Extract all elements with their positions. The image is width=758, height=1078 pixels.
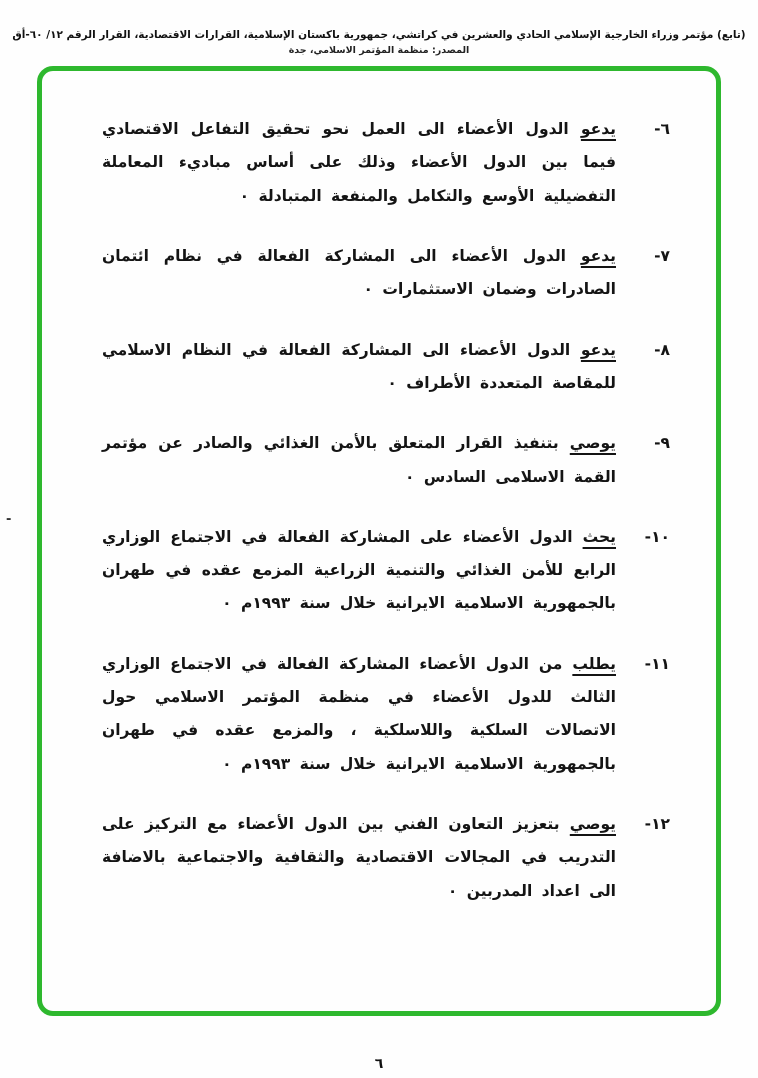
resolution-item-11 [102,648,670,781]
item-text [102,113,616,213]
item-body-text: الدول الأعضاء الى المشاركة الفعالة في النظام الاسلامي للمقاصة المتعددة الأطراف ٠ [102,340,616,392]
item-lead-word: يدعو [580,340,616,359]
resolution-item-6 [102,113,670,213]
item-text [102,521,616,621]
margin-mark: - [6,512,12,527]
resolution-item-9 [102,427,670,494]
item-text [102,427,616,494]
item-lead-word: يدعو [580,246,616,265]
item-text [102,240,616,307]
item-lead-word: يوصي [569,434,616,453]
item-body-text: الدول الأعضاء الى المشاركة الفعالة في نظام ائتمان الصادرات وضمان الاستثمارات ٠ [102,246,616,299]
resolution-item-7 [102,240,670,307]
item-lead-word: يحث [582,527,616,546]
resolution-item-12 [102,808,670,908]
document-header [0,0,758,58]
header-citation: (تابع) مؤتمر وزراء الخارجية الإسلامي الحادي والعشرين في كراتشي، جمهورية باكستان الإسلامية، القرارات الاقتصادية، القرار الرقم ١٢/ ٦٠-أق [12,29,746,41]
resolution-item-8 [102,334,670,401]
page-number: ٦ [374,1056,384,1072]
item-lead-word: يدعو [580,120,616,138]
item-number: ١١- [644,654,670,673]
green-frame [37,66,721,1016]
item-text [102,808,616,908]
item-number: ٧- [654,246,670,265]
item-number: ١٢- [644,815,670,833]
item-number: ٨- [654,340,670,359]
item-number: ٩- [654,434,670,453]
item-text [102,648,616,781]
item-body-text: بتنفيذ القرار المتعلق بالأمن الغذائي والصادر عن مؤتمر القمة الاسلامى السادس ٠ [102,434,616,486]
item-number: ٦- [654,120,670,138]
item-body-text: الدول الأعضاء على المشاركة الفعالة في الاجتماع الوزاري الرابع للأمن الغذائي والتنمية الزراعية المزمع عقده في طهران بالجمهورية الاسلامية الايرانية خلال سنة ١٩٩٣م ٠ [102,527,616,613]
resolution-item-10 [102,521,670,621]
item-lead-word: يوصي [569,815,616,833]
item-lead-word: يطلب [572,654,616,673]
item-body-text: الدول الأعضاء الى العمل نحو تحقيق التفاعل الاقتصادي فيما بين الدول الأعضاء وذلك على أساس مباديء المعاملة التفضيلية الأوسع والتكامل والمنفعة المتبادلة ٠ [102,120,616,205]
item-body-text: من الدول الأعضاء المشاركة الفعالة في الاجتماع الوزاري الثالث للدول الأعضاء في منظمة المؤتمر الاسلامي حول الاتصالات السلكية واللاسلكية ، والمزمع عقده في طهران بالجمهورية الاسلامية الايرانية خلال سنة ١٩٩٣م ٠ [102,654,616,773]
item-body-text: بتعزيز التعاون الفني بين الدول الأعضاء مع التركيز على التدريب في المجالات الاقتصادية والثقافية والاجتماعية بالاضافة الى اعداد المدربين ٠ [102,815,616,900]
header-source: المصدر: منظمة المؤتمر الاسلامي، جدة [288,44,470,56]
item-text [102,334,616,401]
item-number: ١٠- [644,527,670,546]
